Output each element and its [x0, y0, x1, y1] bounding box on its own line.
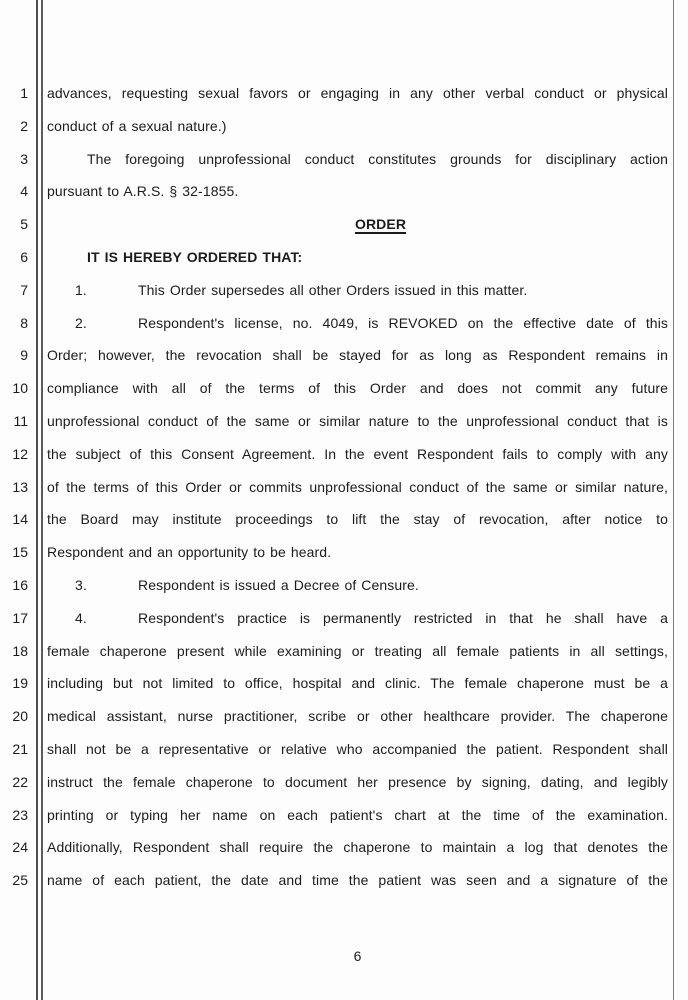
- document-line: [47, 805, 668, 825]
- left-double-rule-outer: [36, 0, 38, 1000]
- left-double-rule-inner: [41, 0, 43, 1000]
- line-text: compliance with all of the terms of this Order and does not commit any future: [47, 380, 668, 397]
- right-margin-rule: [673, 0, 675, 1000]
- document-line: [47, 706, 668, 726]
- line-text: Respondent is issued a Decree of Censure.: [138, 577, 419, 593]
- line-text: the Board may institute proceedings to lift the stay of revocation, after notice to: [47, 511, 668, 528]
- page-number: 6: [353, 948, 362, 964]
- item-number: 1.: [75, 281, 87, 298]
- line-text: including but not limited to office, hospital and clinic. The female chaperone must be a: [47, 675, 668, 692]
- line-text: conduct of a sexual nature.): [47, 117, 227, 134]
- document-body: [47, 0, 668, 1000]
- line-number: 8: [20, 314, 28, 331]
- document-line: [47, 542, 668, 562]
- line-text: Respondent's license, no. 4049, is REVOKED on the effective date of this: [138, 314, 668, 331]
- document-line: [47, 575, 668, 595]
- document-line: [47, 313, 668, 333]
- line-text: medical assistant, nurse practitioner, scribe or other healthcare provider. The chaperone: [47, 708, 668, 725]
- line-number: 22: [12, 773, 28, 790]
- line-text: instruct the female chaperone to document her presence by signing, dating, and legibly: [47, 773, 668, 790]
- document-line: [47, 214, 668, 234]
- line-number: 5: [20, 216, 28, 233]
- item-number: 3.: [75, 577, 87, 593]
- document-line: [47, 181, 668, 201]
- line-number: 9: [20, 347, 28, 364]
- line-text: name of each patient, the date and time the patient was seen and a signature of the: [47, 872, 668, 889]
- document-line: [47, 247, 668, 267]
- document-line: [47, 149, 668, 169]
- line-text: female chaperone present while examining or treating all female patients in all settings,: [47, 642, 668, 659]
- document-line: [47, 673, 668, 693]
- line-text: advances, requesting sexual favors or engaging in any other verbal conduct or physical: [47, 85, 668, 101]
- document-line: [47, 608, 668, 628]
- document-line: [47, 83, 668, 103]
- line-number: 23: [12, 806, 28, 823]
- line-number: 14: [12, 511, 28, 528]
- line-text: Order; however, the revocation shall be stayed for as long as Respondent remains in: [47, 347, 668, 364]
- line-number: 10: [12, 380, 28, 397]
- item-number: 4.: [75, 609, 87, 626]
- document-line: [47, 116, 668, 136]
- line-number: 20: [12, 708, 28, 725]
- line-text: ORDER: [354, 216, 407, 233]
- line-number: 12: [12, 445, 28, 462]
- line-text: IT IS HEREBY ORDERED THAT:: [87, 249, 303, 265]
- line-text: Additionally, Respondent shall require the chaperone to maintain a log that denotes the: [47, 839, 668, 856]
- line-text: Respondent and an opportunity to be heard.: [47, 544, 332, 561]
- line-text: This Order supersedes all other Orders issued in this matter.: [138, 281, 528, 298]
- line-number: 18: [12, 642, 28, 659]
- line-number: 16: [12, 577, 28, 593]
- line-number: 6: [20, 249, 28, 265]
- document-line: [47, 772, 668, 792]
- document-line: [47, 280, 668, 300]
- line-number: 7: [20, 281, 28, 298]
- line-number: 25: [12, 872, 28, 889]
- line-number: 21: [12, 741, 28, 757]
- document-line: [47, 477, 668, 497]
- line-text: The foregoing unprofessional conduct constitutes grounds for disciplinary action: [87, 150, 668, 167]
- item-number: 2.: [75, 314, 87, 331]
- line-number: 19: [12, 675, 28, 692]
- line-number: 3: [20, 150, 28, 167]
- line-text: shall not be a representative or relative who accompanied the patient. Respondent shall: [47, 741, 668, 757]
- line-number: 15: [12, 544, 28, 561]
- line-text: of the terms of this Order or commits unprofessional conduct of the same or similar nature,: [47, 478, 668, 495]
- line-number: 1: [20, 85, 28, 101]
- line-text: unprofessional conduct of the same or similar nature to the unprofessional conduct that is: [47, 413, 668, 429]
- document-line: [47, 509, 668, 529]
- document-line: [47, 444, 668, 464]
- line-text: pursuant to A.R.S. § 32-1855.: [47, 183, 239, 200]
- document-line: [47, 345, 668, 365]
- line-number: 24: [12, 839, 28, 856]
- line-number: 11: [13, 413, 28, 429]
- line-text: Respondent's practice is permanently restricted in that he shall have a: [138, 609, 668, 626]
- line-number: 17: [12, 609, 28, 626]
- document-line: [47, 837, 668, 857]
- line-number: 13: [12, 478, 28, 495]
- document-line: [47, 641, 668, 661]
- document-line: [47, 870, 668, 890]
- document-line: [47, 739, 668, 759]
- line-text: the subject of this Consent Agreement. In the event Respondent fails to comply with any: [47, 445, 668, 462]
- document-line: [47, 411, 668, 431]
- line-text: printing or typing her name on each patient's chart at the time of the examination.: [47, 806, 668, 823]
- document-line: [47, 378, 668, 398]
- line-number: 4: [20, 183, 28, 200]
- line-number: 2: [20, 117, 28, 134]
